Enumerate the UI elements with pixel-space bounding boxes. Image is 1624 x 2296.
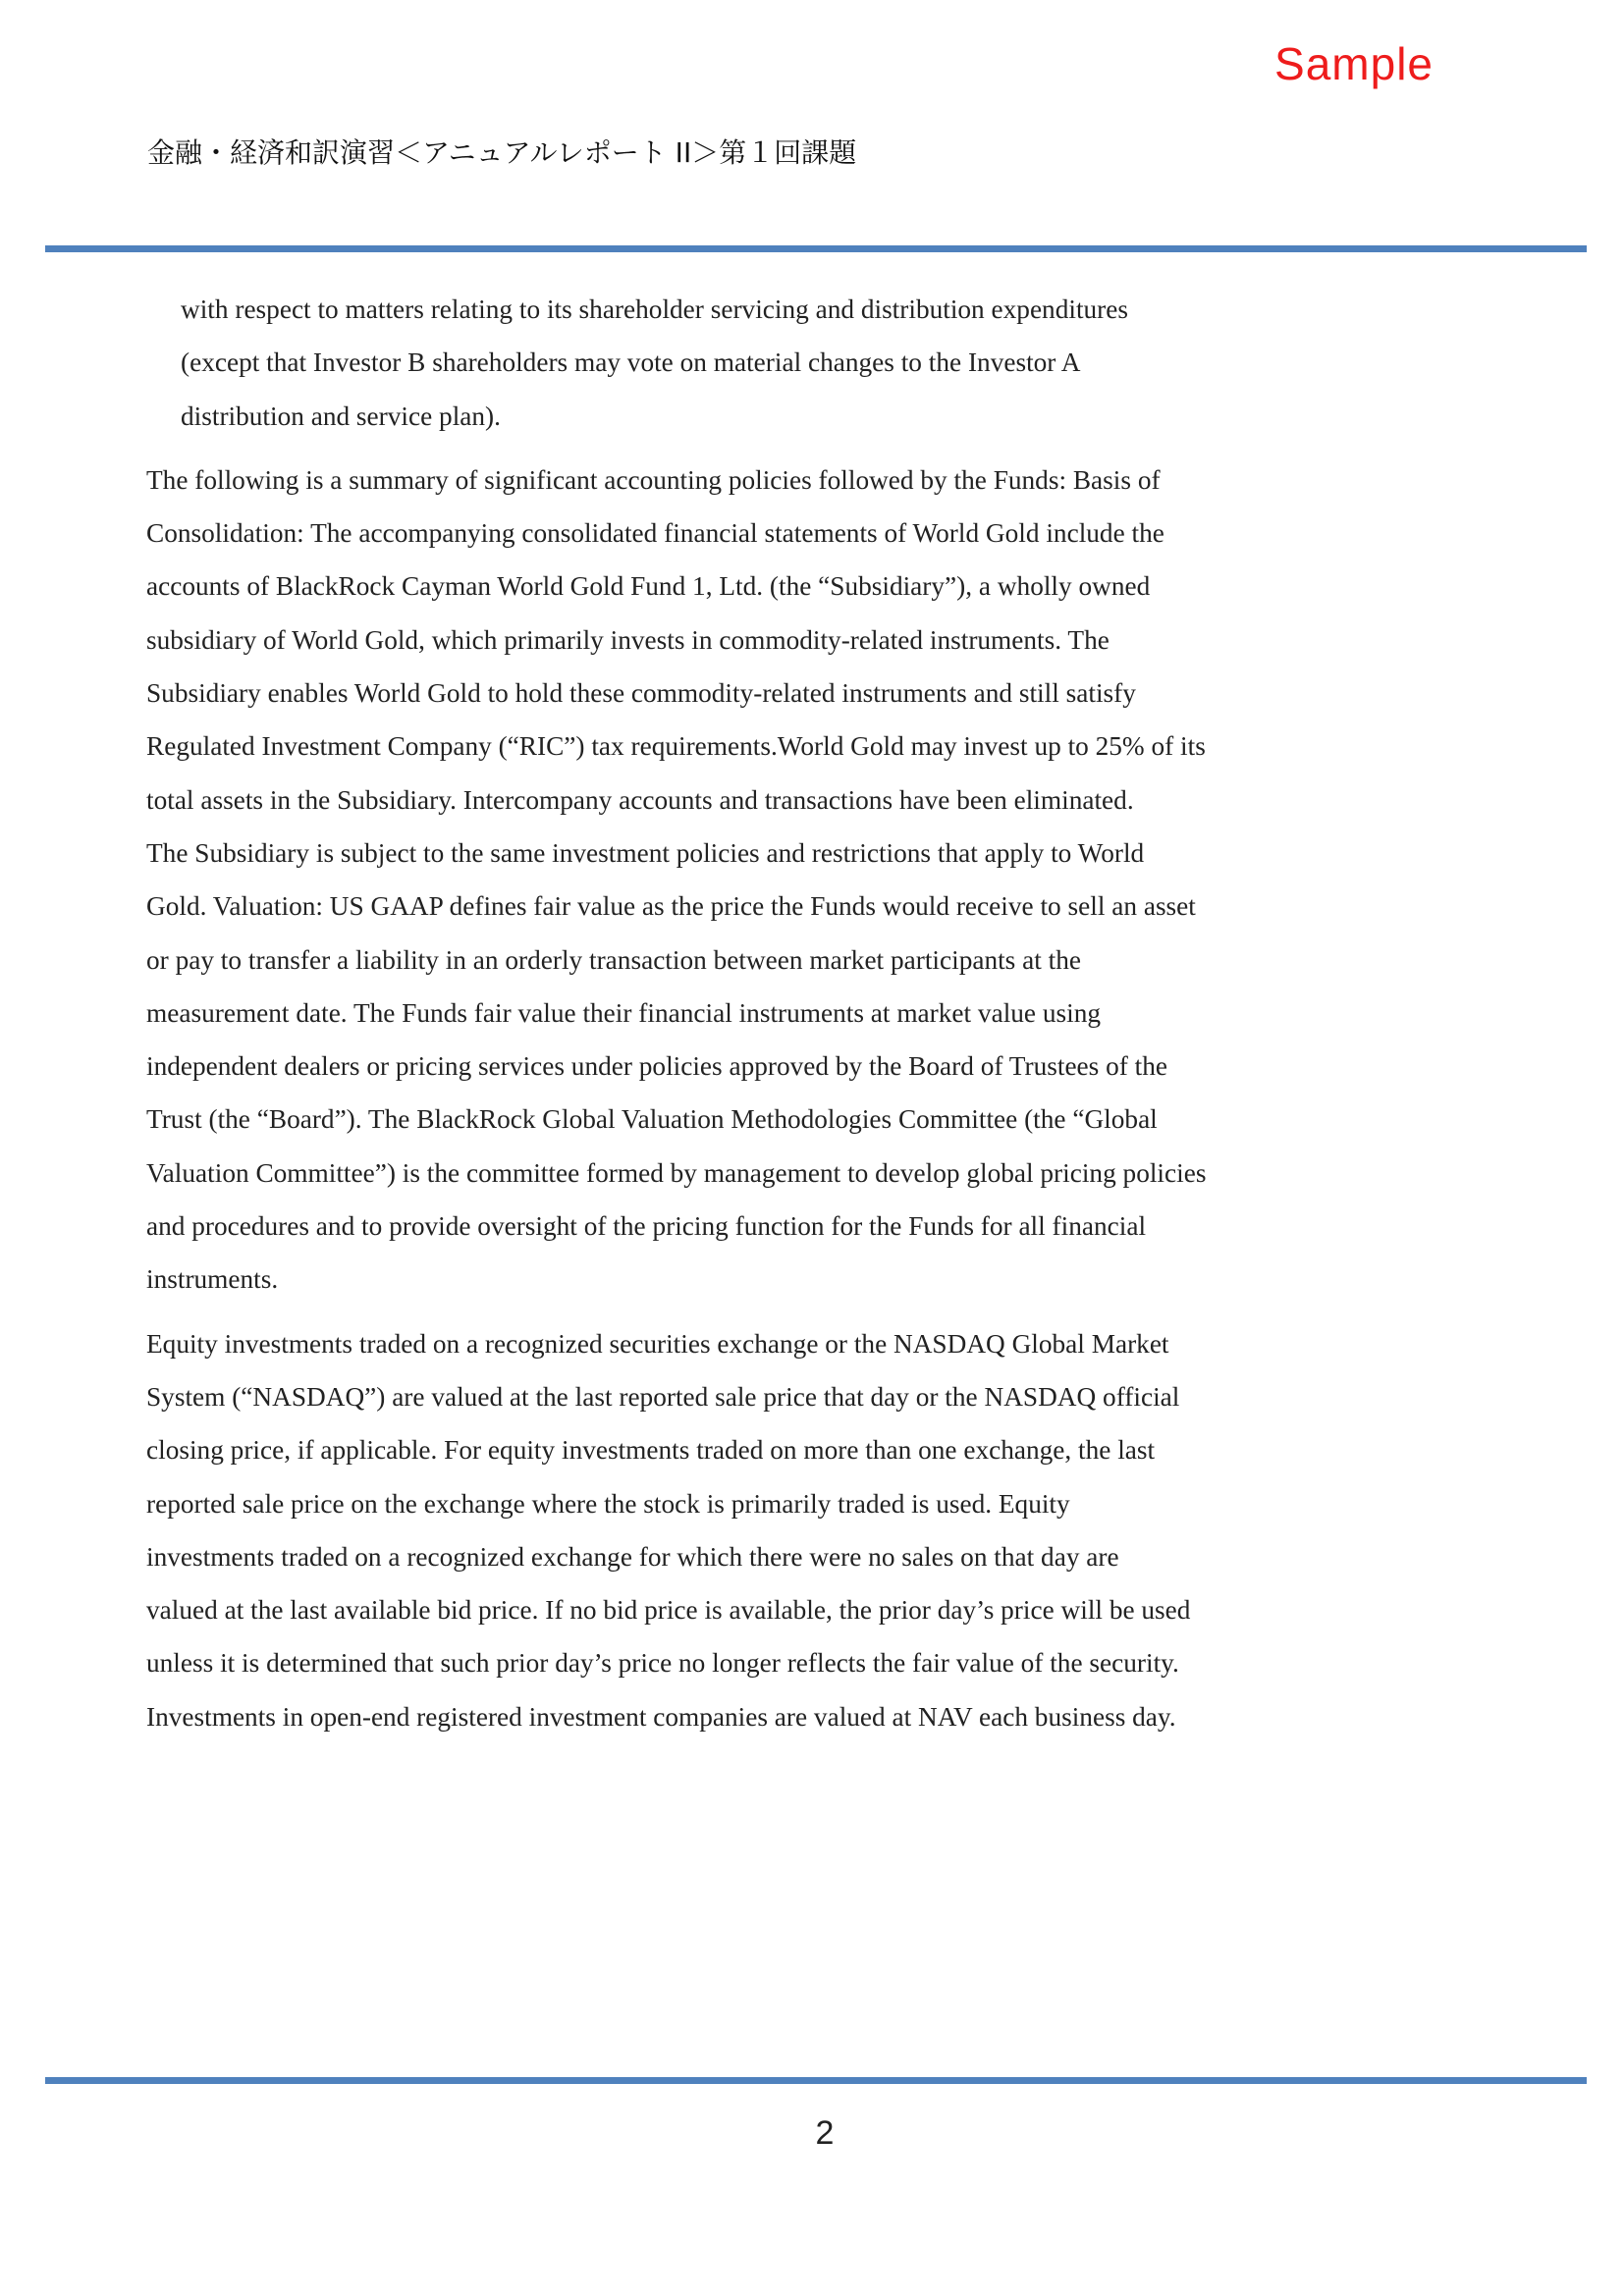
text-line: distribution and service plan). — [181, 400, 501, 431]
text-line: Consolidation: The accompanying consolidated financial statements of World Gold include the — [146, 518, 1164, 549]
text-line: total assets in the Subsidiary. Intercompany accounts and transactions have been eliminated. — [146, 784, 1134, 815]
document-body — [0, 283, 1624, 1743]
continuation-paragraph — [0, 283, 1624, 443]
text-line: Valuation Committee”) is the committee formed by management to develop global pricing policies — [146, 1157, 1207, 1188]
text-line: closing price, if applicable. For equity investments traded on more than one exchange, the last — [146, 1435, 1156, 1466]
text-line: Equity investments traded on a recognized securities exchange or the NASDAQ Global Market — [146, 1328, 1169, 1359]
text-line: investments traded on a recognized exchange for which there were no sales on that day are — [146, 1541, 1119, 1572]
footer-divider — [45, 2077, 1587, 2084]
document-header-title: 金融・経済和訳演習＜アニュアルレポート II＞第１回課題 — [147, 136, 857, 169]
text-line: and procedures and to provide oversight of the pricing function for the Funds for all financial — [146, 1211, 1147, 1242]
header-divider — [45, 245, 1587, 252]
text-line: Trust (the “Board”). The BlackRock Global Valuation Methodologies Committee (the “Global — [146, 1104, 1158, 1135]
text-line: System (“NASDAQ”) are valued at the last reported sale price that day or the NASDAQ official — [146, 1381, 1180, 1412]
accounting-policies-paragraph — [0, 454, 1624, 1307]
text-line: unless it is determined that such prior day’s price no longer reflects the fair value of the security. — [146, 1648, 1179, 1679]
text-line: Subsidiary enables World Gold to hold these commodity-related instruments and still satisfy — [146, 678, 1136, 709]
text-line: measurement date. The Funds fair value their financial instruments at market value using — [146, 997, 1102, 1028]
text-line: The Subsidiary is subject to the same investment policies and restrictions that apply to World — [146, 837, 1145, 868]
text-line: Investments in open-end registered investment companies are valued at NAV each business day. — [146, 1701, 1176, 1732]
text-line: valued at the last available bid price. If no bid price is available, the prior day’s price will be used — [146, 1595, 1191, 1626]
text-line: accounts of BlackRock Cayman World Gold Fund 1, Ltd. (the “Subsidiary”), a wholly owned — [146, 571, 1151, 602]
page-number: 2 — [815, 2114, 835, 2152]
text-line: subsidiary of World Gold, which primarily invests in commodity-related instruments. The — [146, 624, 1110, 655]
text-line: or pay to transfer a liability in an orderly transaction between market participants at the — [146, 944, 1082, 975]
equity-valuation-paragraph — [0, 1317, 1624, 1743]
text-line: reported sale price on the exchange where the stock is primarily traded is used. Equity — [146, 1488, 1070, 1519]
sample-watermark: Sample — [1274, 38, 1434, 89]
text-line: (except that Investor B shareholders may vote on material changes to the Investor A — [181, 347, 1081, 378]
text-line: Gold. Valuation: US GAAP defines fair value as the price the Funds would receive to sell an asset — [146, 891, 1196, 922]
text-line: independent dealers or pricing services under policies approved by the Board of Trustees of the — [146, 1051, 1168, 1082]
text-line: instruments. — [146, 1264, 279, 1295]
text-line: with respect to matters relating to its shareholder servicing and distribution expenditures — [181, 294, 1129, 324]
text-line: Regulated Investment Company (“RIC”) tax requirements.World Gold may invest up to 25% of its — [146, 731, 1206, 762]
text-line: The following is a summary of significant accounting policies followed by the Funds: Basis of — [146, 464, 1161, 495]
